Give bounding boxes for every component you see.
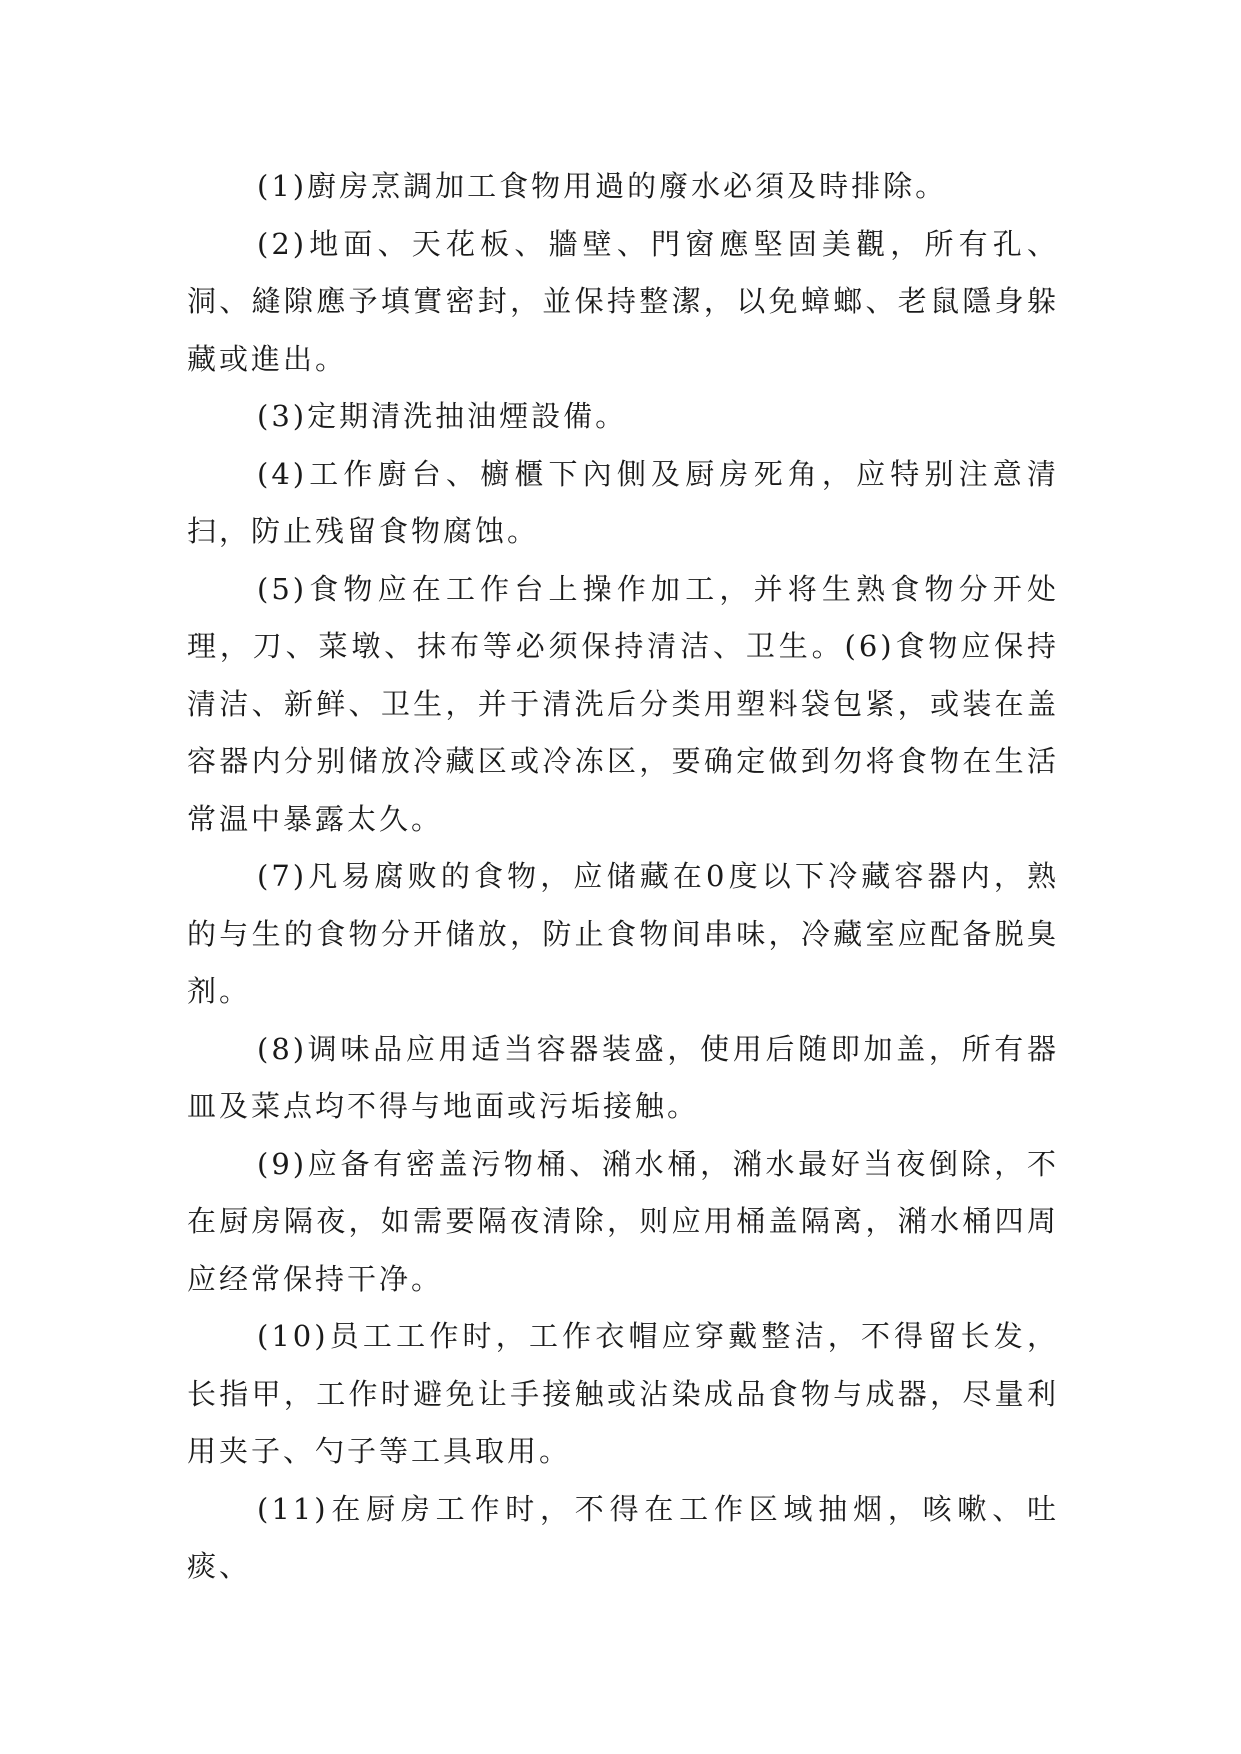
paragraph-11: (11)在厨房工作时，不得在工作区域抽烟，咳嗽、吐痰、 [187,1491,1059,1583]
paragraph-9: (9)应备有密盖污物桶、潲水桶，潲水最好当夜倒除，不在厨房隔夜，如需要隔夜清除，则应用桶盖隔离，潲水桶四周应经常保持干净。 [187,1146,1059,1296]
paragraph-7: (7)凡易腐败的食物，应储藏在0度以下冷藏容器内，熟的与生的食物分开储放，防止食物间串味，冷藏室应配备脱臭剂。 [187,859,1059,1008]
paragraph-10: (10)员工工作时，工作衣帽应穿戴整洁，不得留长发，长指甲，工作时避免让手接触或沾染成品食物与成器，尽量利用夹子、勺子等工具取用。 [187,1319,1059,1468]
paragraph-3: (3)定期清洗抽油煙設備。 [257,399,628,433]
paragraph-1: (1)廚房烹調加工食物用過的廢水必須及時排除。 [257,169,948,203]
paragraph-8: (8)调味品应用适当容器装盛，使用后随即加盖，所有器皿及菜点均不得与地面或污垢接触。 [187,1031,1059,1123]
paragraph-5: (5)食物应在工作台上操作加工，并将生熟食物分开处理，刀、菜墩、抹布等必须保持清洁、卫生。(6)食物应保持清洁、新鲜、卫生，并于清洗后分类用塑料袋包紧，或装在盖容器内分别储放冷藏区或冷冻区，要确定做到勿将食物在生活常温中暴露太久。 [187,571,1059,836]
document-body [187,158,1059,1596]
paragraph-4: (4)工作廚台、櫥櫃下內側及厨房死角，应特别注意清扫，防止残留食物腐蚀。 [187,456,1059,548]
paragraph-2: (2)地面、天花板、牆壁、門窗應堅固美觀，所有孔、洞、縫隙應予填實密封，並保持整潔，以免蟑螂、老鼠隱身躲藏或進出。 [187,226,1059,376]
